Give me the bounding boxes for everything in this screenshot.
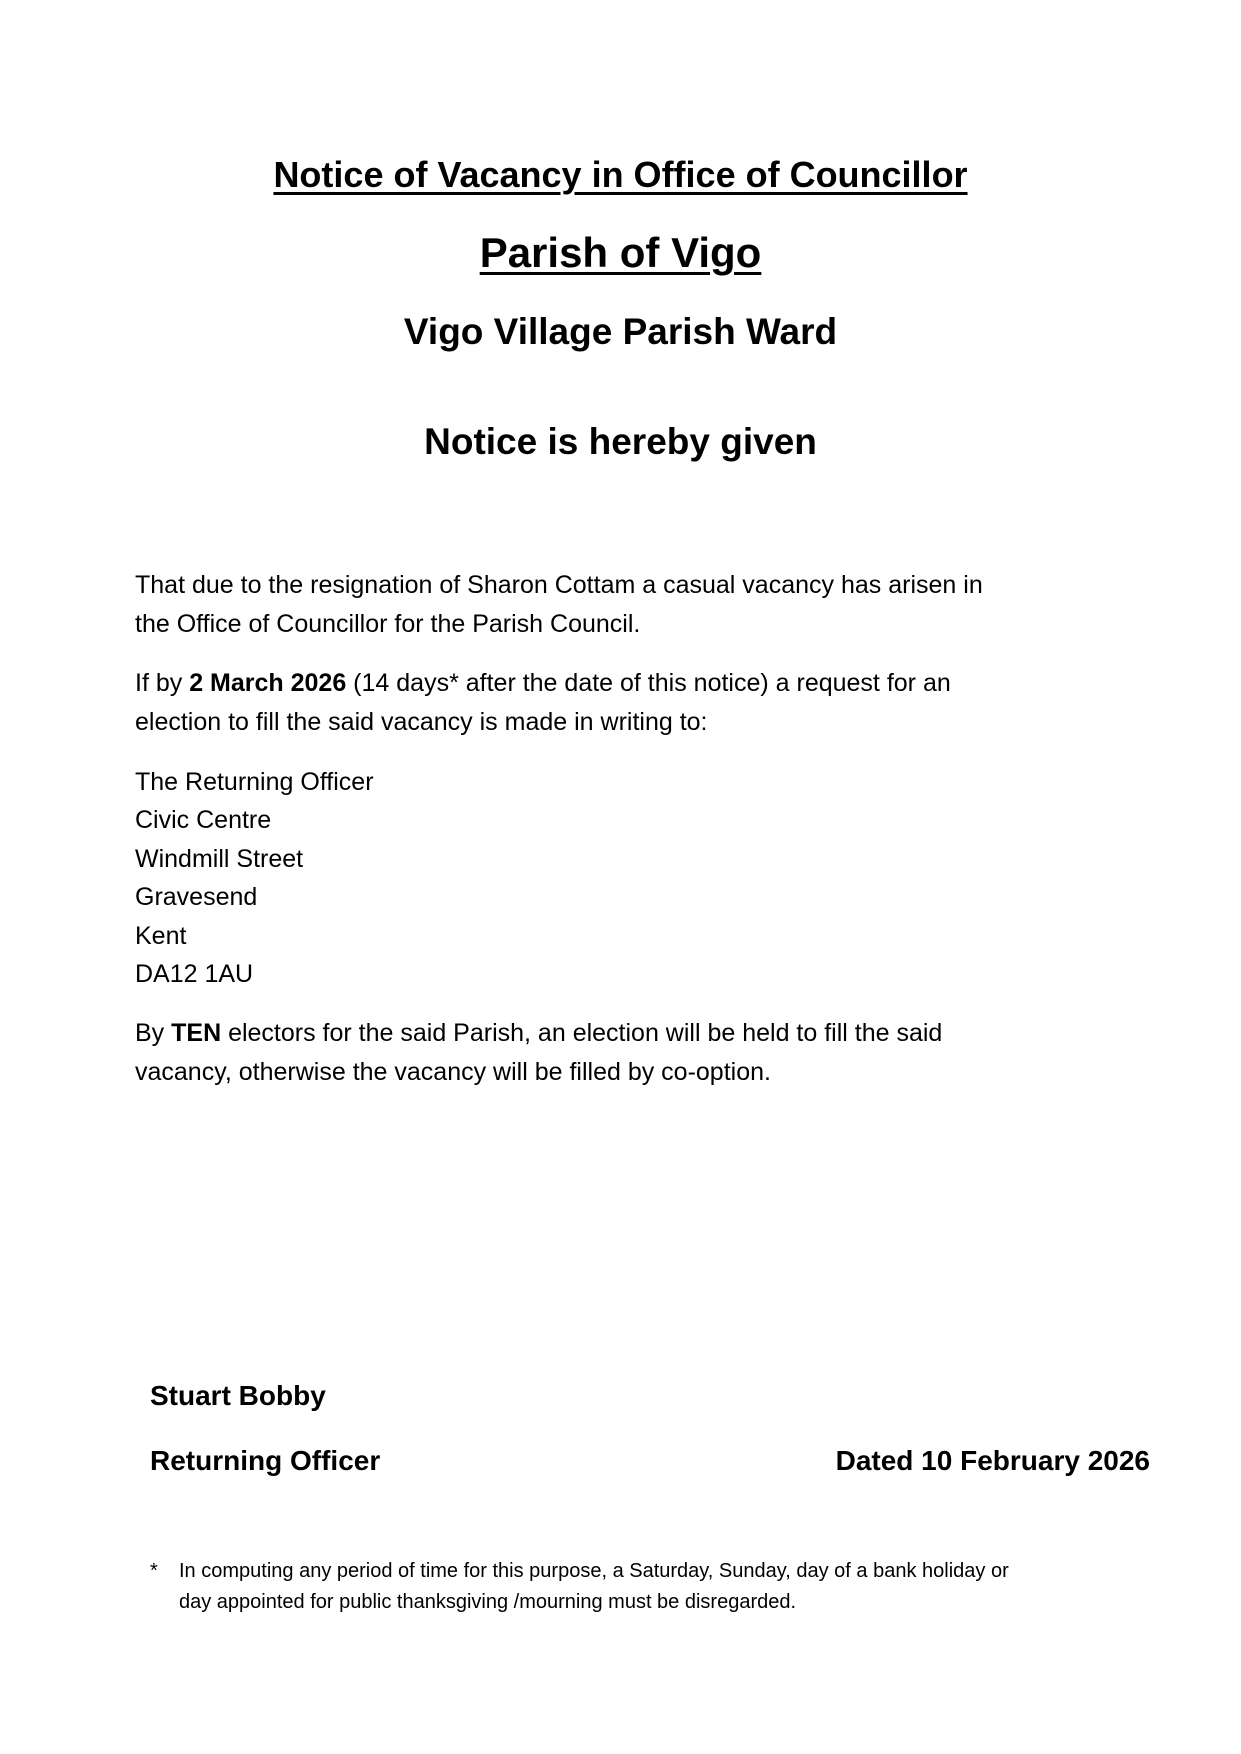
address-line: The Returning Officer [135,768,374,796]
footnote-marker: * [150,1560,158,1582]
paragraph-line [135,1014,942,1053]
paragraph-line [135,664,951,703]
notice-date: Dated 10 February 2026 [835,1445,1150,1476]
paragraph-line: the Office of Councillor for the Parish Council. [135,610,641,638]
address-line: Windmill Street [135,845,304,873]
signatory-name: Stuart Bobby [150,1380,326,1411]
address-line: Gravesend [135,883,258,911]
address-line: Kent [135,922,187,950]
paragraph-line: That due to the resignation of Sharon Cottam a casual vacancy has arisen in [135,571,983,599]
notice-title: Notice of Vacancy in Office of Councillor [273,154,968,195]
ward-heading: Vigo Village Parish Ward [403,311,838,352]
signatory-role: Returning Officer [150,1445,381,1476]
address-line: DA12 1AU [135,960,254,988]
address-line: Civic Centre [135,806,272,834]
notice-given-heading: Notice is hereby given [424,421,817,462]
parish-heading: Parish of Vigo [479,229,762,276]
paragraph-line: vacancy, otherwise the vacancy will be filled by co-option. [135,1058,771,1086]
text: If by [135,669,190,697]
text: electors for the said Parish, an election will be held to fill the said [221,1019,943,1047]
text: (14 days* after the date of this notice) a request for an [346,669,951,697]
footnote-line: day appointed for public thanksgiving /mourning must be disregarded. [179,1591,797,1613]
footnote-line: In computing any period of time for this purpose, a Saturday, Sunday, day of a bank holiday or [179,1560,1009,1582]
deadline-date: 2 March 2026 [189,669,347,697]
elector-count: TEN [171,1019,222,1047]
text: By [135,1019,172,1047]
paragraph-line: election to fill the said vacancy is made in writing to: [135,708,708,736]
